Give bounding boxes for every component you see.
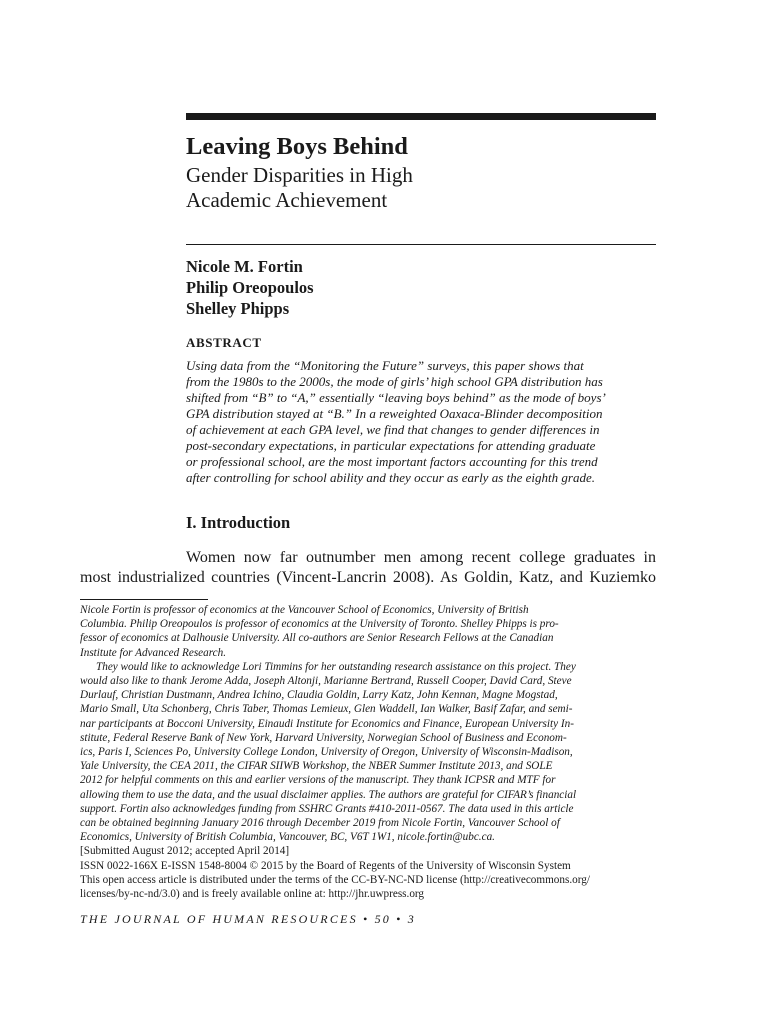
abstract-line: post-secondary expectations, in particular expectations for attending graduate	[186, 438, 596, 453]
acknowledgment-line: stitute, Federal Reserve Bank of New York, Harvard University, Norwegian School of Business and Econom-	[80, 731, 567, 744]
author-bio-line: Nicole Fortin is professor of economics at the Vancouver School of Economics, University of British	[80, 604, 529, 616]
author-name: Shelley Phipps	[186, 299, 290, 318]
abstract-line: after controlling for school ability and they occur as early as the eighth grade.	[186, 470, 595, 485]
author-divider-rule	[186, 244, 656, 245]
article-title: Leaving Boys Behind	[186, 133, 408, 160]
footnote-separator	[80, 599, 208, 600]
author-bio-line: Columbia. Philip Oreopoulos is professor of economics at the University of Toronto. Shelley Phipps is pro-	[80, 618, 559, 631]
author-name: Philip Oreopoulos	[186, 278, 314, 297]
author-bio-line: fessor of economics at Dalhousie University. All co-authors are Senior Research Fellows at the Canadian	[80, 632, 554, 645]
acknowledgment-line: can be obtained beginning January 2016 through December 2019 from Nicole Fortin, Vancouver School of	[80, 817, 560, 830]
license-line: This open access article is distributed under the terms of the CC-BY-NC-ND license (http://creativecommons.org/	[80, 873, 590, 886]
acknowledgment-line: would also like to thank Jerome Adda, Joseph Altonji, Marianne Bertrand, Russell Cooper, David Card, Steve	[80, 675, 572, 688]
acknowledgment-line: 2012 for helpful comments on this and earlier versions of the manuscript. They thank ICPSR and MTF for	[80, 774, 556, 787]
acknowledgment-line: Mario Small, Uta Schonberg, Chris Taber, Thomas Lemieux, Glen Waddell, Ian Walker, Basif Zafar, and semi-	[80, 703, 573, 716]
acknowledgment-line: Durlauf, Christian Dustmann, Andrea Ichino, Claudia Goldin, Larry Katz, John Kennan, Magne Mogstad,	[80, 689, 558, 702]
author-list	[186, 256, 314, 319]
acknowledgment-line: Economics, University of British Columbia, Vancouver, BC, V6T 1W1, nicole.fortin@ubc.ca.	[80, 831, 495, 844]
abstract-line: shifted from “B” to “A,” essentially “leaving boys behind” as the mode of boys’	[186, 390, 606, 405]
abstract-line: or professional school, are the most important factors accounting for this trend	[186, 454, 598, 469]
acknowledgment-line: Yale University, the CEA 2011, the CIFAR SIIWB Workshop, the NBER Summer Institute 2013, and SOLE	[80, 760, 553, 773]
acknowledgment-line: nar participants at Bocconi University, Einaudi Institute for Economics and Finance, European University In-	[80, 717, 574, 730]
issn-copyright: ISSN 0022-166X E-ISSN 1548-8004 © 2015 by the Board of Regents of the University of Wisconsin System	[80, 859, 571, 872]
section-heading-introduction: I. Introduction	[186, 513, 291, 532]
abstract-line: from the 1980s to the 2000s, the mode of girls’ high school GPA distribution has	[186, 374, 603, 389]
submission-dates: [Submitted August 2012; accepted April 2014]	[80, 845, 290, 858]
subtitle-line: Academic Achievement	[186, 188, 388, 212]
acknowledgment-line: ics, Paris I, Sciences Po, University College London, University of Oregon, University of Wisconsin-Madison,	[80, 746, 573, 759]
license-line: licenses/by-nc-nd/3.0) and is freely available online at: http://jhr.uwpress.org	[80, 888, 425, 901]
acknowledgment-line: allowing them to use the data, and the usual disclaimer applies. The authors are grateful for CIFAR’s financial	[80, 788, 577, 801]
acknowledgment-line: support. Fortin also acknowledges funding from SSHRC Grants #410-2011-0567. The data used in this article	[80, 802, 574, 815]
author-bio-line: Institute for Advanced Research.	[80, 646, 227, 659]
acknowledgment-line: They would like to acknowledge Lori Timmins for her outstanding research assistance on this project. They	[96, 660, 576, 673]
body-text-line: Women now far outnumber men among recent college graduates in	[186, 549, 656, 566]
abstract-line: GPA distribution stayed at “B.” In a reweighted Oaxaca-Blinder decomposition	[186, 406, 603, 421]
abstract-line: of achievement at each GPA level, we find that changes to gender differences in	[186, 422, 600, 437]
abstract-heading: ABSTRACT	[186, 335, 262, 350]
journal-running-footer: THE JOURNAL OF HUMAN RESOURCES • 50 • 3	[80, 912, 416, 926]
author-name: Nicole M. Fortin	[186, 257, 303, 276]
subtitle-line: Gender Disparities in High	[186, 163, 413, 187]
abstract-body	[186, 358, 656, 486]
title-top-rule	[186, 113, 656, 120]
body-text-line: most industrialized countries (Vincent-Lancrin 2008). As Goldin, Katz, and Kuziemko	[80, 569, 656, 586]
article-subtitle	[186, 163, 413, 213]
footnote-block	[80, 603, 656, 901]
abstract-line: Using data from the “Monitoring the Future” surveys, this paper shows that	[186, 358, 584, 373]
